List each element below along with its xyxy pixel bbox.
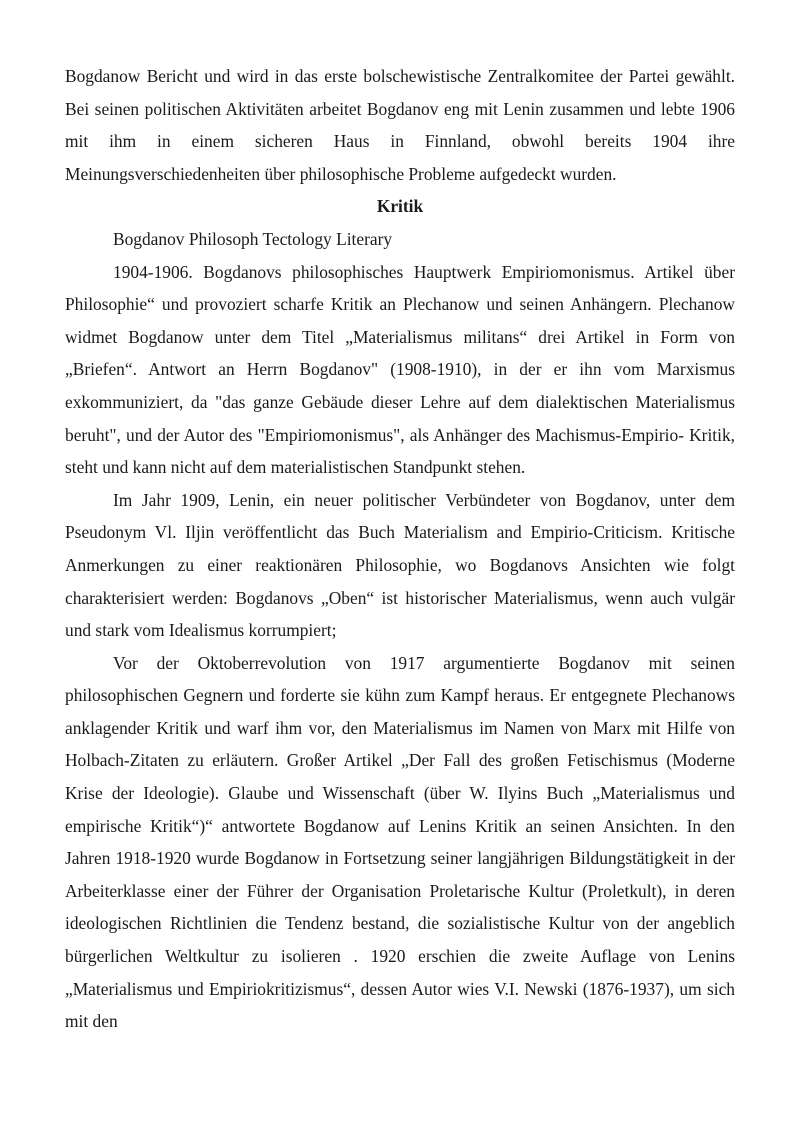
section-heading: Kritik <box>376 196 424 217</box>
paragraph: Bogdanov Philosoph Tectology Literary <box>113 228 393 249</box>
paragraph: Im Jahr 1909, Lenin, ein neuer politischer Verbündeter von Bogdanov, unter dem Pseudonym Vl. Iljin veröffentlicht das Buch Materialism and Empirio-Criticism. Kritische Anmerkungen zu einer reaktionären Philosophie, wo Bogdanovs Ansichten wie folgt charakterisiert werden: Bogdanovs „Oben“ ist historischer Materialismus, wenn auch vulgär und stark vom Idealismus korrumpiert; <box>65 489 735 641</box>
document-page <box>65 60 735 1038</box>
paragraph: 1904-1906. Bogdanovs philosophisches Hauptwerk Empiriomonismus. Artikel über Philosophie“ und provoziert scharfe Kritik an Plechanow und seinen Anhängern. Plechanow widmet Bogdanow unter dem Titel „Materialismus militans“ drei Artikel in Form von „Briefen“. Antwort an Herrn Bogdanov" (1908-1910), in der er ihn vom Marxismus exkommuniziert, da "das ganze Gebäude dieser Lehre auf dem dialektischen Materialismus beruht", und der Autor des "Empiriomonismus", als Anhänger des Machismus-Empirio- Kritik, steht und kann nicht auf dem materialistischen Standpunkt stehen. <box>65 261 735 478</box>
paragraph: Bogdanow Bericht und wird in das erste bolschewistische Zentralkomitee der Partei gewählt. Bei seinen politischen Aktivitäten arbeitet Bogdanov eng mit Lenin zusammen und lebte 1906 mit ihm in einem sicheren Haus in Finnland, obwohl bereits 1904 ihre Meinungsverschiedenheiten über philosophische Probleme aufgedeckt wurden. <box>65 66 735 184</box>
paragraph: Vor der Oktoberrevolution von 1917 argumentierte Bogdanov mit seinen philosophischen Gegnern und forderte sie kühn zum Kampf heraus. Er entgegnete Plechanows anklagender Kritik und warf ihm vor, den Materialismus im Namen von Marx mit Hilfe von Holbach-Zitaten zu erläutern. Großer Artikel „Der Fall des großen Fetischismus (Moderne Krise der Ideologie). Glaube und Wissenschaft (über W. Ilyins Buch „Materialismus und empirische Kritik“)“ antwortete Bogdanow auf Lenins Kritik an seinen Ansichten. In den Jahren 1918-1920 wurde Bogdanow in Fortsetzung seiner langjährigen Bildungstätigkeit in der Arbeiterklasse einer der Führer der Organisation Proletarische Kultur (Proletkult), in deren ideologischen Richtlinien die Tendenz bestand, die sozialistische Kultur von der angeblich bürgerlichen Weltkultur zu isolieren . 1920 erschien die zweite Auflage von Lenins „Materialismus und Empiriokritizismus“, dessen Autor wies V.I. Newski (1876-1937), um sich mit den <box>65 652 735 1032</box>
